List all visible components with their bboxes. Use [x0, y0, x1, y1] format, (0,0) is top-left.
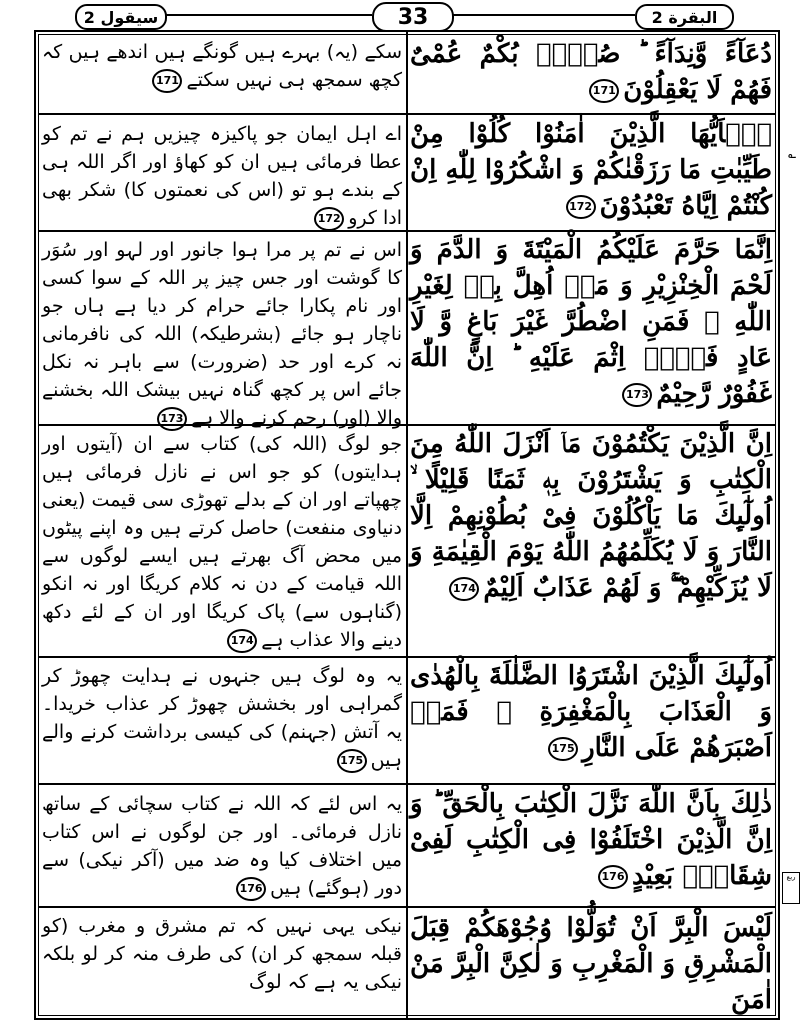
para-name-badge: سیقول 2 [75, 4, 167, 30]
ayah-number-marker: 175 [548, 737, 578, 761]
urdu-translation-text: اے اہل ایمان جو پاکیزہ چیزیں ہم نے تم کو عطا فرمائی ہیں ان کو کھاؤ اور اگر اللہ ہی کے بندے ہو تو (اس کی نعمتوں کا) شکر بھی ادا کرو [42, 123, 402, 229]
arabic-verse-text: ذٰلِكَ بِاَنَّ اللّٰهَ نَزَّلَ الْكِتٰبَ بِالْحَقِّ ؕ وَ اِنَّ الَّذِیْنَ اخْتَلَفُوْا فِی الْكِتٰبِ لَفِیْ شِقَاقٍۭ بَعِیْدٍ [410, 789, 772, 891]
arabic-column [410, 34, 772, 1014]
urdu-translation [42, 912, 402, 996]
urdu-translation [42, 38, 402, 94]
urdu-translation-text: سکے (یہ) بہرے ہیں گونگے ہیں اندھے ہیں کہ کچھ سمجھ ہی نہیں سکتے [42, 41, 402, 91]
ayah-number-marker: 174 [227, 629, 257, 653]
urdu-translation [42, 430, 402, 654]
arabic-verse [410, 786, 772, 894]
urdu-translation [42, 790, 402, 902]
arabic-verse-text: اُولٰٓىِٕكَ الَّذِیْنَ اشْتَرَوُا الضَّلٰلَةَ بِالْهُدٰى وَ الْعَذَابَ بِالْمَغْفِرَةِ ۚ فَمَاۤ اَصْبَرَهُمْ عَلَى النَّارِ [410, 661, 772, 763]
urdu-translation [42, 236, 402, 432]
ayah-number-marker: 174 [449, 577, 479, 601]
page-number: 33 [372, 2, 454, 32]
surah-name-badge: البقرة 2 [635, 4, 734, 30]
arabic-verse [410, 910, 772, 1018]
arabic-verse [410, 36, 772, 108]
urdu-translation [42, 662, 402, 774]
urdu-translation-text: یہ اس لئے کہ اللہ نے کتاب سچائی کے ساتھ نازل فرمائی۔ اور جن لوگوں نے اس کتاب میں اختلاف کیا وہ ضد میں (آکر نیکی) سے دور (ہوگئے) ہیں [42, 793, 402, 899]
arabic-verse [410, 658, 772, 766]
margin-symbol: ؎ [788, 146, 797, 162]
arabic-verse [410, 232, 772, 412]
arabic-verse-text: لَیْسَ الْبِرَّ اَنْ تُوَلُّوْا وُجُوْهَكُمْ قِبَلَ الْمَشْرِقِ وَ الْمَغْرِبِ وَ لٰكِنَّ الْبِرَّ مَنْ اٰمَنَ [410, 913, 772, 1015]
column-divider [406, 32, 408, 1018]
urdu-translation-text: اس نے تم پر مرا ہوا جانور اور لہو اور سُوَر کا گوشت اور جس چیز پر اللہ کے سوا کسی اور نام پکارا جائے حرام کر دیا ہے ہاں جو ناچار ہو جائے (بشرطیکہ) اللہ کی نافرمانی نہ کرے اور حد (ضرورت) سے باہر نہ نکل جائے اس پر کچھ گناہ نہیں بیشک اللہ بخشنے والا (اور) رحم کرنے والا ہے [42, 239, 402, 429]
header-rule-right [452, 14, 635, 16]
arabic-verse-text: اِنَّ الَّذِیْنَ یَكْتُمُوْنَ مَاۤ اَنْزَلَ اللّٰهُ مِنَ الْكِتٰبِ وَ یَشْتَرُوْنَ بِهٖ ثَمَنًا قَلِیْلًا ۙ اُولٰٓىِٕكَ مَا یَاْكُلُوْنَ فِیْ بُطُوْنِهِمْ اِلَّا النَّارَ وَ لَا یُكَلِّمُهُمُ اللّٰهُ یَوْمَ الْقِیٰمَةِ وَ لَا یُزَكِّیْهِمْ ۖۚ وَ لَهُمْ عَذَابٌ اَلِیْمٌ [410, 429, 772, 603]
ayah-number-marker: 172 [566, 195, 596, 219]
ayah-number-marker: 176 [598, 865, 628, 889]
ayah-number-marker: 172 [314, 207, 344, 231]
ayah-number-marker: 176 [236, 877, 266, 901]
urdu-translation-text: یہ وہ لوگ ہیں جنہوں نے ہدایت چھوڑ کر گمراہی اور بخشش چھوڑ کر عذاب خریدا۔ یہ آتش (جہنم) کی کیسی برداشت کرنے والے ہیں [42, 665, 402, 771]
urdu-translation-text: جو لوگ (اللہ کی) کتاب سے ان (آیتوں اور ہدایتوں) کو جو اس نے نازل فرمائی ہیں چھپاتے اور ان کے بدلے تھوڑی سی قیمت (یعنی دنیاوی منفعت) حاصل کرتے ہیں وہ اپنے پیٹوں میں محض آگ بھرتے ہیں ایسے لوگوں سے اللہ قیامت کے دن نہ کلام کریگا اور نہ انکو (گناہوں سے) پاک کریگا اور ان کے لئے دکھ دینے والا عذاب ہے [42, 433, 402, 651]
ayah-number-marker: 173 [622, 383, 652, 407]
urdu-translation-text: نیکی یہی نہیں کہ تم مشرق و مغرب (کو قبلہ سمجھ کر ان) کی طرف منہ کر لو بلکہ نیکی یہ ہے کہ لوگ [42, 915, 402, 993]
urdu-translation-column [42, 34, 402, 1014]
rub-margin-mark: ربع [782, 872, 800, 904]
arabic-verse-text: اِنَّمَا حَرَّمَ عَلَیْكُمُ الْمَیْتَةَ وَ الدَّمَ وَ لَحْمَ الْخِنْزِیْرِ وَ مَاۤ اُهِلَّ بِهٖ لِغَیْرِ اللّٰهِ ۚ فَمَنِ اضْطُرَّ غَیْرَ بَاغٍ وَّ لَا عَادٍ فَلَاۤ اِثْمَ عَلَیْهِ ؕ اِنَّ اللّٰهَ غَفُوْرٌ رَّحِیْمٌ [410, 235, 772, 409]
header-rule-left [165, 14, 372, 16]
arabic-verse-text: دُعَآءً وَّنِدَآءً ؕ صُمٌّۢ بُكْمٌ عُمْیٌ فَهُمْ لَا یَعْقِلُوْنَ [410, 39, 772, 105]
arabic-verse [410, 426, 772, 606]
ayah-number-marker: 171 [589, 79, 619, 103]
urdu-translation [42, 120, 402, 232]
ayah-number-marker: 171 [152, 69, 182, 93]
ayah-number-marker: 175 [337, 749, 367, 773]
page-header [0, 0, 801, 32]
ayah-number-marker: 173 [157, 407, 187, 431]
arabic-verse [410, 116, 772, 224]
arabic-verse-text: یٰۤاَیُّهَا الَّذِیْنَ اٰمَنُوْا كُلُوْا مِنْ طَیِّبٰتِ مَا رَزَقْنٰكُمْ وَ اشْكُرُوْا لِلّٰهِ اِنْ كُنْتُمْ اِیَّاهُ تَعْبُدُوْنَ [410, 119, 772, 221]
